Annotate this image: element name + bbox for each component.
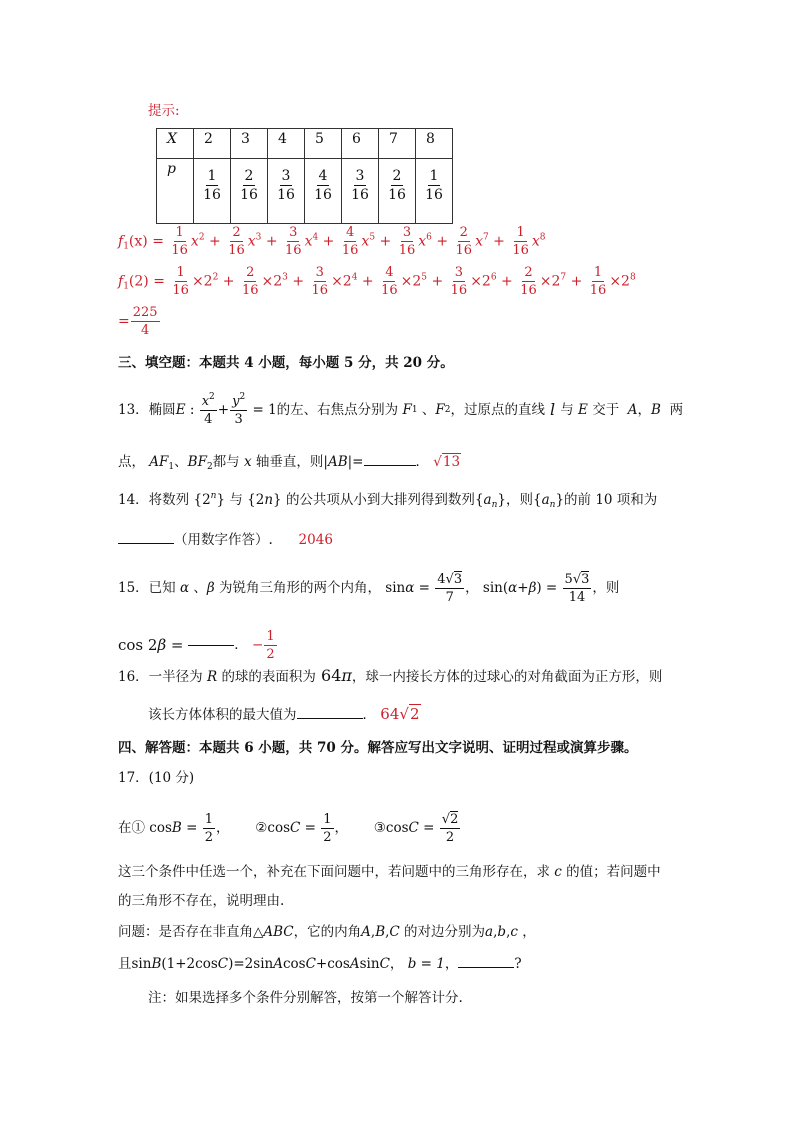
x-value-cell: 4 [268, 129, 305, 159]
table-row [157, 129, 453, 159]
x-value-cell: 6 [342, 129, 379, 159]
x-value-cell: 8 [416, 129, 453, 159]
f12-formula: $f_1(2)$ = $\frac{1}{16}$ $\times 2^2$ + $\frac{2}{16}$ $\times 2^3$ + $\frac{3}{16}$ $\times 2^4$ + $\frac{4}{16}$ $\times 2^5$ + $\frac{3}{16}$ $\times 2^6$ + $\frac{2}{16}$ $\times 2^7$ + $\frac{1}{16}$ $\times 2^8$ [118, 265, 636, 298]
section-4-heading: 四、解答题：本题共 6 小题，共 70 分。解答应写出文字说明、证明过程或演算步骤。 [118, 740, 638, 756]
p-value-cell: $\frac{2}{16}$ [231, 159, 268, 224]
x-value-cell: 7 [379, 129, 416, 159]
question-17-title: 17．(10 分) [118, 770, 195, 786]
hint-label: 提示: [148, 103, 180, 119]
question-17-conditions: 在① cos B = $\frac{1}{2}$ ， ② cos C = $\frac{1}{2}$ ， ③ cos C = $\frac{√2}{2}$ [118, 811, 459, 845]
question-15-line2: cos 2β = ． − $\frac{1}{2}$ [118, 625, 278, 665]
question-13-line1: 13．椭圆 E : $\frac{x^2}{4}$ + $\frac{y^2}{3}$ = 1 的左、右焦点分别为 F 1 、 F 2 ，过原点的直线 l 与 E 交于 A ， B 两 [118, 391, 684, 427]
question-16-line1: 16．一半径为 R 的球的表面积为 64π，球一内接长方体的过球心的对角截面为正方形，则 [118, 666, 663, 685]
question-14-line2: （用数字作答）. 2046 [118, 530, 333, 550]
p-value-cell: $\frac{1}{16}$ [194, 159, 231, 224]
table-row [157, 159, 453, 224]
question-16-line2: 该长方体体积的最大值为 ． 64√2 [148, 705, 420, 723]
x-label-cell: X [157, 129, 194, 159]
question-14-line1: 14．将数列 {2$^n$} 与 {2n} 的公共项从小到大排列得到数列$\{a_n\}$，则$\{a_n\}$的前 10 项和为 [118, 491, 658, 510]
answer-blank[interactable] [297, 718, 363, 719]
answer-blank[interactable] [188, 645, 234, 646]
p-value-cell: $\frac{3}{16}$ [268, 159, 305, 224]
question-17-condition-eq: 且sinB(1+2cosC)=2sinAcosC+cosAsinC， b = 1， ? [118, 956, 522, 972]
q14-answer: 2046 [298, 532, 333, 548]
section-3-heading: 三、填空题：本题共 4 小题，每小题 5 分，共 20 分。 [118, 355, 454, 371]
question-17-problem: 问题：是否存在非直角△ABC，它的内角A,B,C 的对边分别为a,b,c ， [118, 924, 536, 940]
x-value-cell: 5 [305, 129, 342, 159]
question-13-line2: 点， $AF_1$、$BF_2$都与 x 轴垂直，则|AB|= ． √13 [118, 454, 461, 472]
question-17-note: 注：如果选择多个条件分别解答，按第一个解答计分. [148, 990, 463, 1006]
q16-answer: 64√2 [380, 705, 420, 723]
f1x-formula: $f_1(x)$ = $\frac{1}{16}$ $x^2$ + $\frac{2}{16}$ $x^3$ + $\frac{3}{16}$ $x^4$ + $\frac{4}{16}$ $x^5$ + $\frac{3}{16}$ $x^6$ + $\frac{2}{16}$ $x^7$ + $\frac{1}{16}$ $x^8$ [118, 225, 546, 258]
question-17-line2: 的三角形不存在，说明理由. [118, 893, 285, 909]
p-value-cell: $\frac{3}{16}$ [342, 159, 379, 224]
p-value-cell: $\frac{1}{16}$ [416, 159, 453, 224]
question-15-line1: 15．已知 α 、 β 为锐角三角形的两个内角， sin α = $\frac{4√3}{7}$ ， sin( α + β ) = $\frac{5√3}{14}$ ，则 [118, 571, 620, 605]
distribution-table [156, 128, 453, 224]
x-value-cell: 2 [194, 129, 231, 159]
q15-answer: − $\frac{1}{2}$ [252, 628, 275, 662]
x-value-cell: 3 [231, 129, 268, 159]
answer-blank[interactable] [458, 967, 514, 968]
p-label-cell: p [157, 159, 194, 224]
result-formula: = $\frac{225}{4}$ [118, 305, 158, 338]
answer-blank[interactable] [364, 465, 416, 466]
q13-answer: √13 [433, 454, 461, 470]
p-value-cell: $\frac{2}{16}$ [379, 159, 416, 224]
question-17-line1: 这三个条件中任选一个，补充在下面问题中，若问题中的三角形存在，求 c 的值；若问题中 [118, 864, 661, 880]
answer-blank[interactable] [118, 543, 174, 544]
p-value-cell: $\frac{4}{16}$ [305, 159, 342, 224]
